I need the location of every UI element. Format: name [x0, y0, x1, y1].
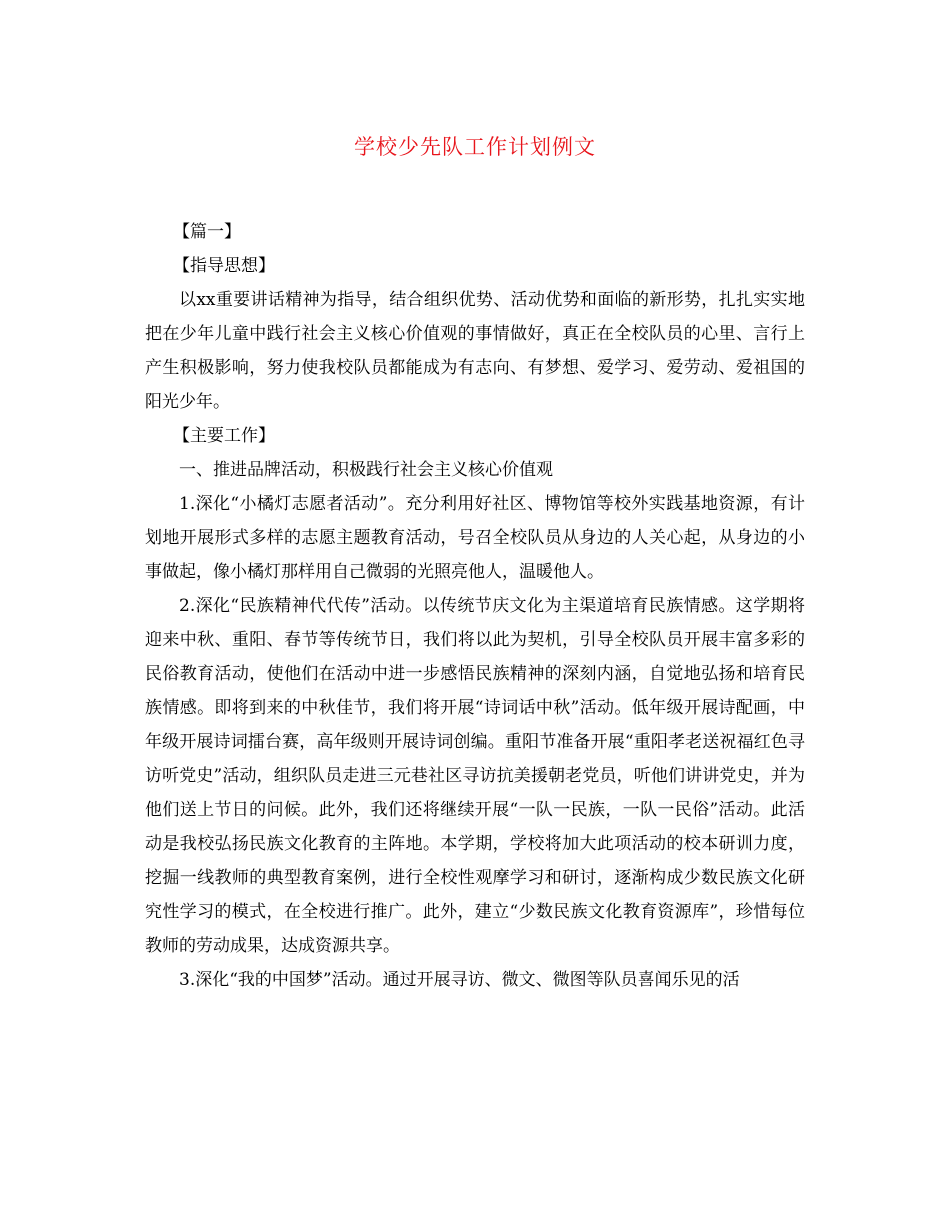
paragraph-main-work-item-1-title: 一、推进品牌活动，积极践行社会主义核心价值观	[179, 460, 553, 480]
paragraph-national-spirit-activity: 2.深化“民族精神代代传”活动。以传统节庆文化为主渠道培育民族情感。这学期将迎来中秋、重阳、春节等传统节日，我们将以此为契机，引导全校队员开展丰富多彩的民俗教育活动，使他们在活动中进一步感悟民族精神的深刻内涵，自觉地弘扬和培育民族情感。即将到来的中秋佳节，我们将开展“诗词话中秋”活动。低年级开展诗配画，中年级开展诗词擂台赛，高年级则开展诗词创编。重阳节准备开展“重阳孝老送祝福红色寻访听党史”活动，组织队员走进三元巷社区寻访抗美援朝老党员，听他们讲讲党史，并为他们送上节日的问候。此外，我们还将继续开展“一队一民族，一队一民俗”活动。此活动是我校弘扬民族文化教育的主阵地。本学期，学校将加大此项活动的校本研训力度，挖掘一线教师的典型教育案例，进行全校性观摩学习和研讨，逐渐构成少数民族文化研究性学习的模式，在全校进行推广。此外，建立“少数民族文化教育资源库”，珍惜每位教师的劳动成果，达成资源共享。	[145, 596, 805, 956]
document-body	[145, 215, 805, 997]
section-heading-pian-yi: 【篇一】	[173, 222, 241, 242]
section-heading-guiding-thought: 【指导思想】	[173, 256, 275, 276]
document-title: 学校少先队工作计划例文	[354, 135, 596, 159]
paragraph-volunteer-activity: 1.深化“小橘灯志愿者活动”。充分利用好社区、博物馆等校外实践基地资源，有计划地开展形式多样的志愿主题教育活动，号召全校队员从身边的人关心起，从身边的小事做起，像小橘灯那样用自己微弱的光照亮他人，温暖他人。	[145, 494, 805, 582]
paragraph-chinese-dream-activity: 3.深化“我的中国梦”活动。通过开展寻访、微文、微图等队员喜闻乐见的活	[179, 970, 740, 990]
section-heading-main-work: 【主要工作】	[173, 426, 275, 446]
paragraph-guiding-thought: 以xx重要讲话精神为指导，结合组织优势、活动优势和面临的新形势，扎扎实实地把在少年儿童中践行社会主义核心价值观的事情做好，真正在全校队员的心里、言行上产生积极影响，努力使我校队员都能成为有志向、有梦想、爱学习、爱劳动、爱祖国的阳光少年。	[145, 290, 805, 412]
